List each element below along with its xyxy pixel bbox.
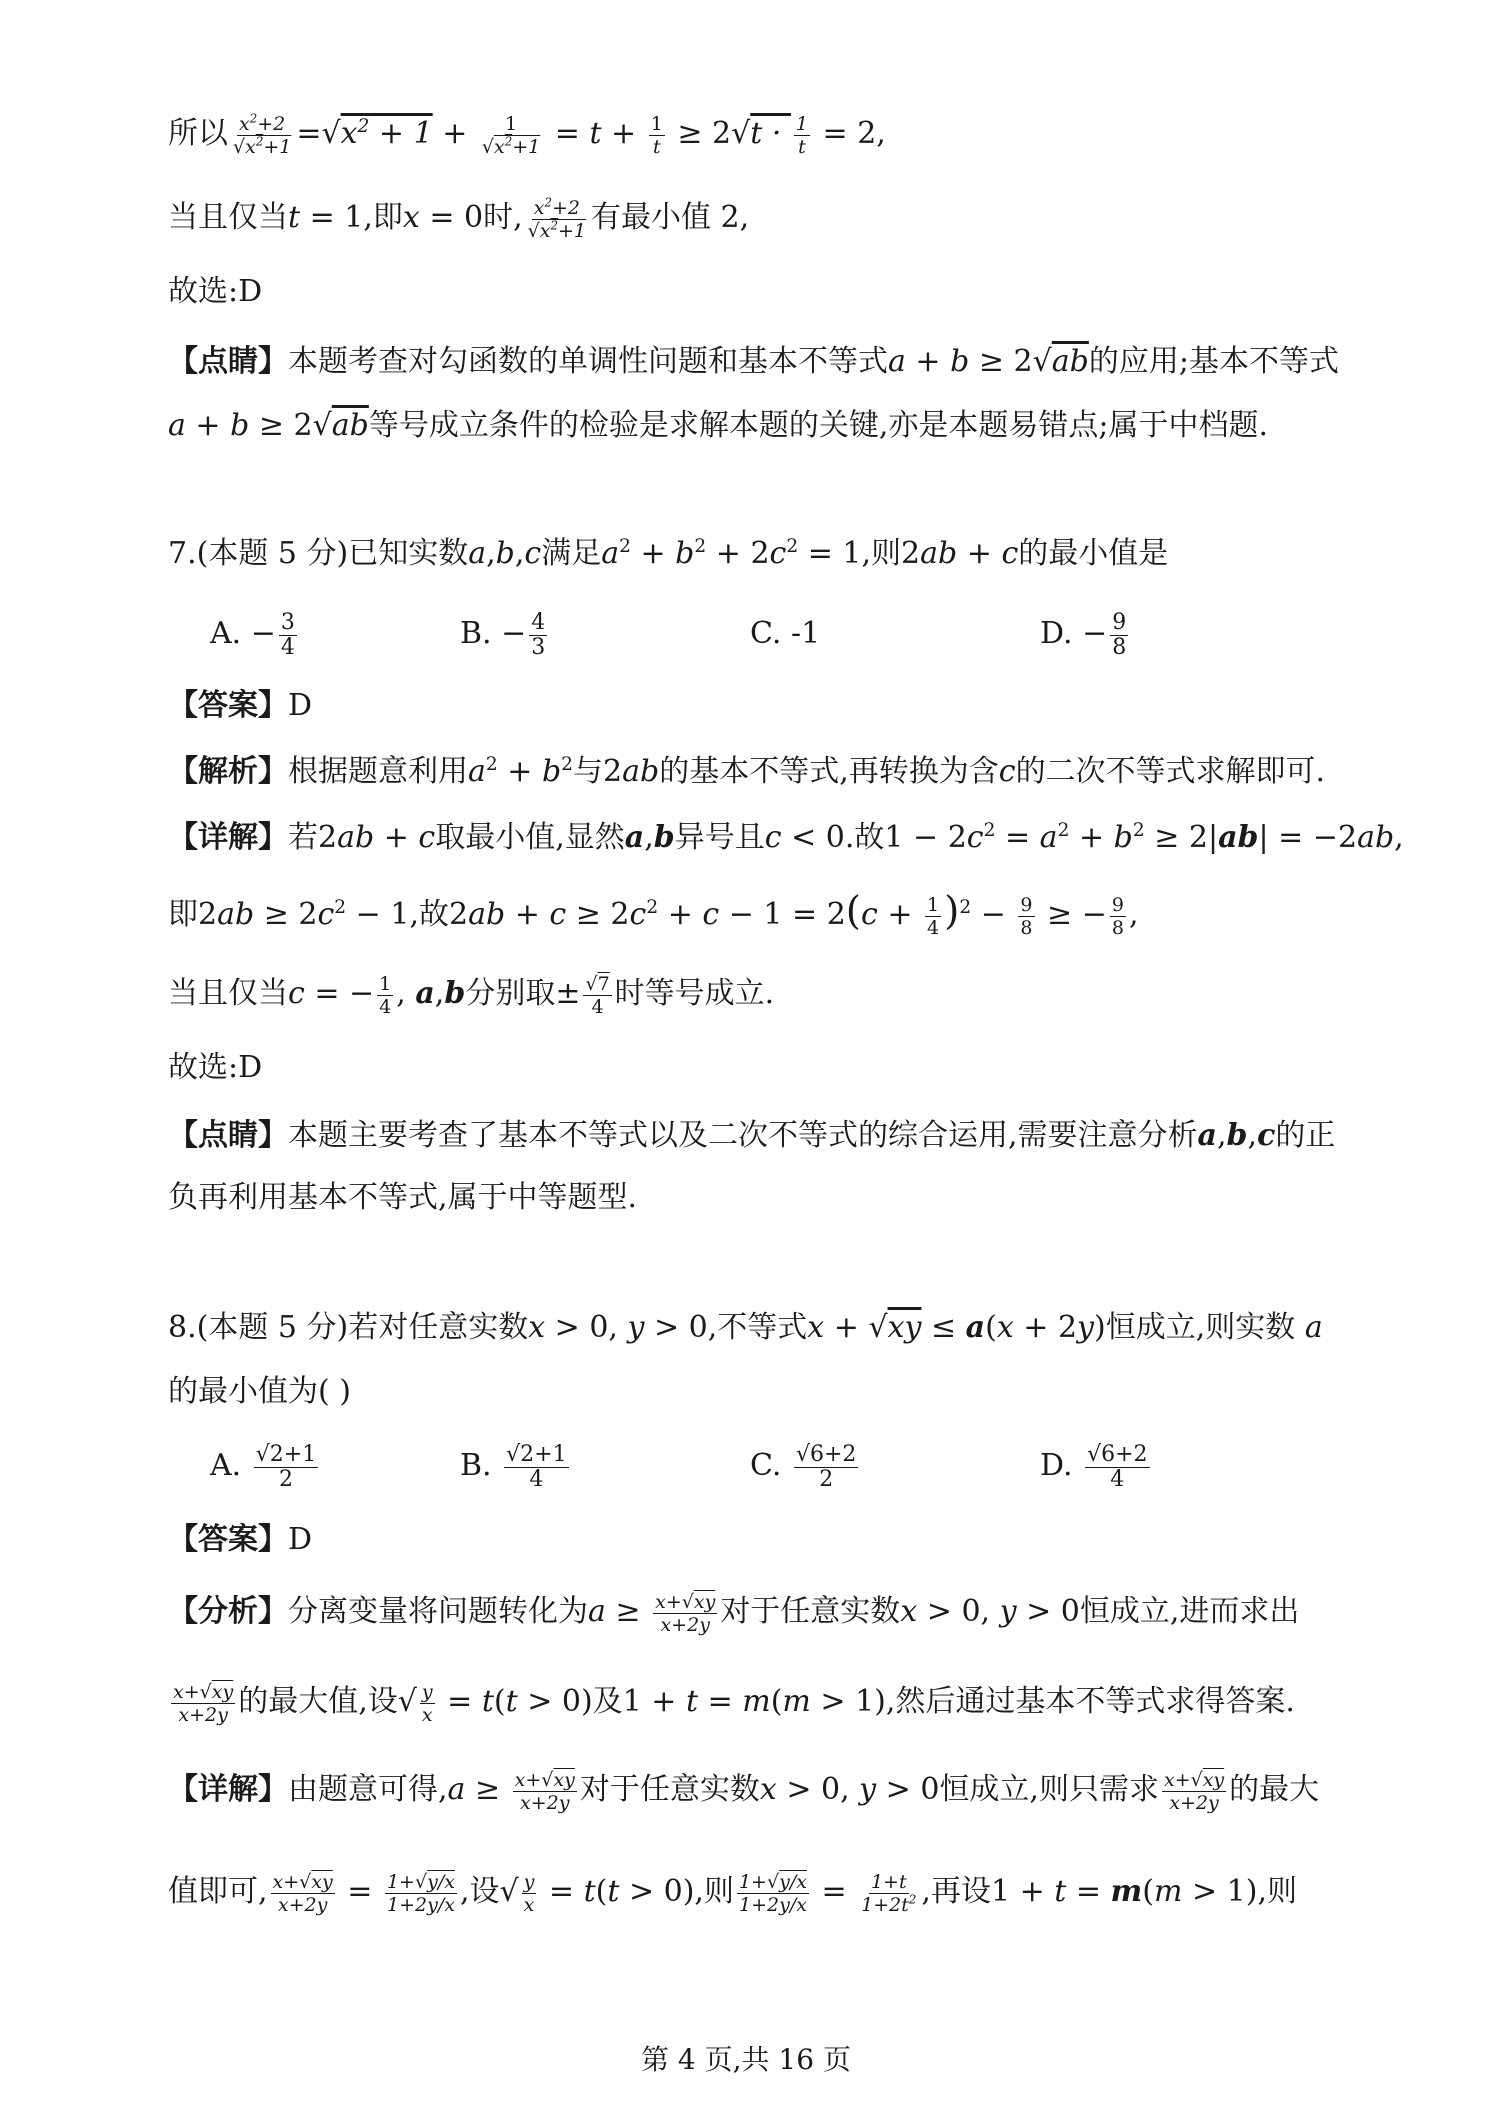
q8-analysis-2: $\frac{x+√xy}{x+2y}$ 的最大值,设√ $\frac{y}{x}$ = t(t > 0)及1 + t = m(m > 1),然后通过基本不等式求得答案. [173,1680,1295,1726]
q7-option-c: C. -1 [750,616,821,651]
q8-detail-2: 值即可, $\frac{x+√xy}{x+2y}$ = $\frac{1+√y/x}{1+2y/x}$ ,设√ $\frac{y}{x}$ = t(t > 0),则 $\frac{1+√y/x}{1+2y/x}$ = $\frac{1+t}{1+2t^2}$ ,再设1 + t = m(m > 1),则 [168,1870,1297,1916]
q8-option-d: D. $\frac{√6+2}{4}$ [1040,1441,1148,1492]
solution-line-equality: 当且仅当t = 1,即x = 0时, $\frac{x^2+2}{√x^2+1}$ 有最小值 2, [168,195,750,242]
q7-option-a: A. − $\frac{3}{4}$ [210,609,295,660]
solution-line-conclusion: 所以 $\frac{x^2+2}{√x^2+1}$ $=√x^2 + 1$ + $\frac{1}{√x^2+1}$ = t + $\frac{1}{t}$ ≥ 2√t · $\frac{1}{t}$ = 2, [168,111,886,158]
q8-detail-1: 【详解】由题意可得,a ≥ $\frac{x+√xy}{x+2y}$ 对于任意实数x > 0, y > 0恒成立,则只需求 $\frac{x+√xy}{x+2y}$ 的最大 [168,1768,1320,1814]
prev-comment-line-2: a + b ≥ 2√ab等号成立条件的检验是求解本题的关键,亦是本题易错点;属于中档题. [168,408,1269,443]
q8-stem: 8.(本题 5 分)若对任意实数x > 0, y > 0,不等式x + √xy ≤ a(x + 2y)恒成立,则实数 a [168,1310,1323,1345]
q7-detail-1: 【详解】若2ab + c取最小值,显然a,b异号且c < 0.故$1 - 2c^2 = a^2 + b^2 \ge 2|ab| = -2ab$, [168,820,1404,855]
q7-analysis: 【解析】根据题意利用$a^2 + b^2$与2ab的基本不等式,再转换为含c的二次不等式求解即可. [168,754,1326,789]
q7-comment-1: 【点睛】本题主要考查了基本不等式以及二次不等式的综合运用,需要注意分析a,b,c的正 [168,1118,1336,1153]
prev-comment-line-1: 【点睛】本题考查对勾函数的单调性问题和基本不等式a + b ≥ 2√ab的应用;基本不等式 [168,344,1339,379]
q7-option-d: D. − $\frac{9}{8}$ [1040,609,1127,660]
q8-answer: 【答案】D [168,1522,313,1557]
q7-options [210,604,1310,664]
q8-options [210,1436,1310,1496]
q7-choose: 故选:D [168,1050,263,1085]
page-footer: 第 4 页,共 16 页 [641,2043,851,2076]
q8-analysis-1: 【分析】分离变量将问题转化为a ≥ $\frac{x+√xy}{x+2y}$ 对于任意实数x > 0, y > 0恒成立,进而求出 [168,1590,1300,1636]
q8-option-b: B. $\frac{√2+1}{4}$ [460,1441,567,1492]
q8-option-c: C. $\frac{√6+2}{2}$ [750,1441,857,1492]
q8-stem-line-2: 的最小值为( ) [168,1374,351,1409]
q7-comment-2: 负再利用基本不等式,属于中等题型. [168,1180,638,1215]
prev-choose: 故选:D [168,274,263,309]
q8-option-a: A. $\frac{√2+1}{2}$ [210,1441,317,1492]
q7-answer: 【答案】D [168,688,313,723]
q7-stem: 7.(本题 5 分)已知实数a,b,c满足$a^2 + b^2 + 2c^2 = 1$,则2ab + c的最小值是 [168,536,1169,571]
q7-detail-3: 当且仅当c = − $\frac{1}{4}$ , a,b分别取± $\frac{√7}{4}$ 时等号成立. [168,972,775,1018]
q7-option-b: B. − $\frac{4}{3}$ [460,609,546,660]
q7-detail-2: 即$2ab \ge 2c^2 - 1$,故$2ab + c \ge 2c^2 + c - 1 = 2(c$ + $\frac{1}{4}$ )$^2$ − $\frac{9}{8}$ ≥ − $\frac{9}{8}$ , [168,889,1139,939]
